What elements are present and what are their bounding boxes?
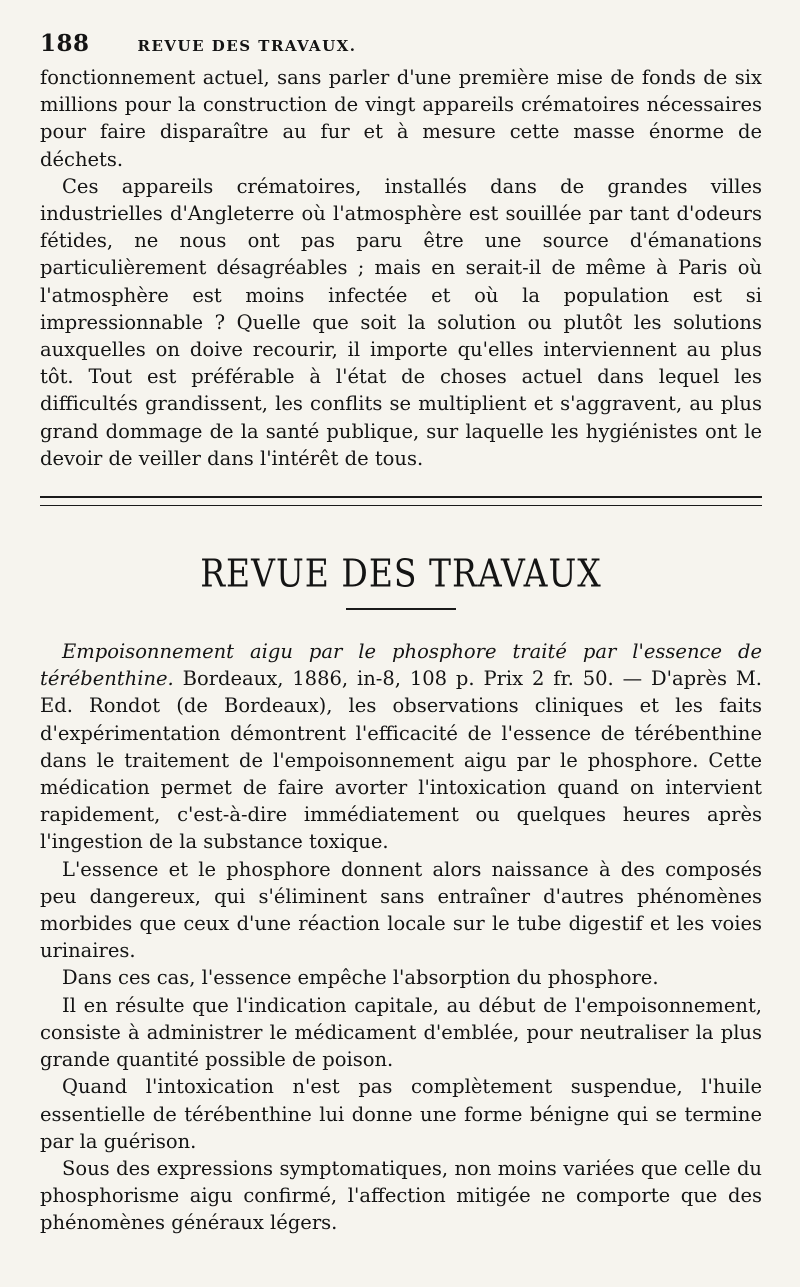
top-text-block [40, 64, 762, 472]
running-head [40, 30, 762, 64]
running-title: REVUE DES TRAVAUX. [137, 37, 357, 55]
review-entry [40, 638, 762, 856]
page-number: 188 [40, 30, 90, 57]
paragraph-indication: Il en résulte que l'indication capitale, au début de l'empoisonnement, consiste à administrer le médicament d'emblée, pour neutraliser la plus grande quantité possible de poison. [40, 993, 762, 1072]
paragraph-composes: L'essence et le phosphore donnent alors naissance à des composés peu dangereux, qui s'éliminent sans entraîner d'autres phénomènes morbides que ceux d'une réaction locale sur le tube digestif et les voies urinaires. [40, 857, 762, 963]
paragraph-absorption: Dans ces cas, l'essence empêche l'absorption du phosphore. [62, 966, 659, 990]
paragraph-intoxication: Quand l'intoxication n'est pas complètement suspendue, l'huile essentielle de térébenthine lui donne une forme bénigne qui se termine par la guérison. [40, 1075, 762, 1153]
section-title: REVUE DES TRAVAUX [200, 551, 602, 596]
review-title: Empoisonnement aigu par le phosphore traité par l'essence de térébenthine. [40, 640, 762, 691]
section-divider [40, 496, 762, 506]
paragraph-continued: fonctionnement actuel, sans parler d'une première mise de fonds de six millions pour la construction de vingt appareils crématoires nécessaires pour faire disparaître au fur et à mesure cette masse énorme de déchets. [40, 66, 762, 171]
review-body: Bordeaux, 1886, in-8, 108 p. Prix 2 fr. 50. — D'après M. Ed. Rondot (de Bordeaux), les observations cliniques et les faits d'expérimentation démontrent l'efficacité de l'essence de térébenthine dans le traitement de l'empoisonnement aigu par le phosphore. Cette médication permet de faire avorter l'intoxication quand on intervient rapidement, c'est-à-dire immédiatement ou quelques heures après l'ingestion de la substance toxique. [40, 667, 762, 854]
review-text-block [40, 638, 762, 1236]
paragraph-symptomes: Sous des expressions symptomatiques, non moins variées que celle du phosphorisme aigu confirmé, l'affection mitigée ne comporte que des phénomènes généraux légers. [40, 1156, 762, 1235]
title-underline [346, 608, 456, 610]
paragraph-crematoires: Ces appareils crématoires, installés dans de grandes villes industrielles d'Angleterre où l'atmosphère est souillée par tant d'odeurs fétides, ne nous ont pas paru être une source d'émanations particulièrement désagréables ; mais en serait-il de même à Paris où l'atmosphère est moins infectée et où la population est si impressionnable ? Quelle que soit la solution ou plutôt les solutions auxquelles on doive recourir, il importe qu'elles interviennent au plus tôt. Tout est préférable à l'état de choses actuel dans lequel les difficultés grandissent, les conflits se multiplient et s'aggravent, au plus grand dommage de la santé publique, sur laquelle les hygiénistes ont le devoir de veiller dans l'intérêt de tous. [40, 174, 762, 470]
